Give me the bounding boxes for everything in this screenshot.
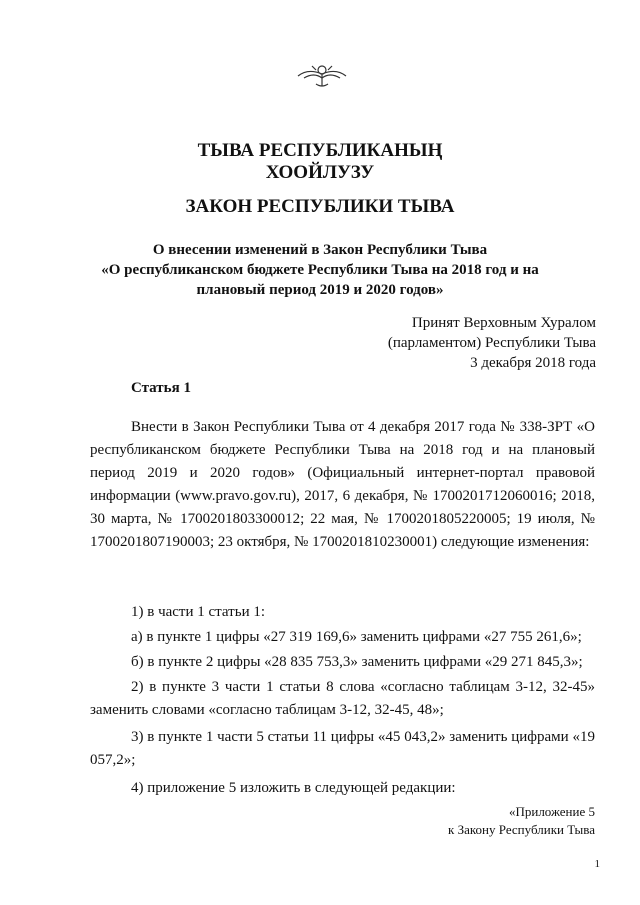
amendment-item-1: 1) в части 1 статьи 1:: [131, 604, 266, 620]
amendment-item-1b: б) в пункте 2 цифры «28 835 753,3» заменить цифрами «29 271 845,3»;: [131, 654, 583, 670]
adoption-date: 3 декабря 2018 года: [470, 355, 596, 371]
page-number: 1: [594, 858, 600, 870]
adoption-note: [388, 313, 596, 373]
amendment-item-3: 3) в пункте 1 части 5 статьи 11 цифры «45 043,2» заменить цифрами «19 057,2»;: [90, 729, 595, 768]
amendment-item-2: 2) в пункте 3 части 1 статьи 8 слова «согласно таблицам 3-12, 32-45» заменить словами «согласно таблицам 3-12, 32-45, 48»;: [90, 679, 595, 718]
law-subject: [0, 240, 640, 300]
intro-paragraph: Внести в Закон Республики Тыва от 4 декабря 2017 года № 338-ЗРТ «О республиканском бюджете Республики Тыва на 2018 год и на плановый период 2019 и 2020 годов» (Официальный интернет-портал правовой информации (www.pravo.gov.ru), 2017, 6 декабря, № 1700201712060016; 2018, 30 марта, № 1700201803300012; 22 мая, № 1700201805220005; 19 июля, № 1700201807190003; 23 октября, № 1700201810230001) следующие изменения:: [90, 419, 595, 550]
republic-title-tuvan: [0, 140, 640, 184]
amendment-item-4: 4) приложение 5 изложить в следующей редакции:: [131, 780, 456, 796]
annex-line-1: «Приложение 5: [508, 804, 595, 819]
amendment-item-1a: а) в пункте 1 цифры «27 319 169,6» заменить цифрами «27 755 261,6»;: [131, 629, 582, 645]
title-line-2: ХООЙЛУЗУ: [265, 162, 375, 183]
coat-of-arms-emblem: [294, 58, 350, 92]
subject-line-2: «О республиканском бюджете Республики Тыва на 2018 год и на: [101, 262, 539, 278]
law-title: ЗАКОН РЕСПУБЛИКИ ТЫВА: [185, 196, 455, 217]
adoption-line-2: (парламентом) Республики Тыва: [387, 335, 596, 351]
title-line-1: ТЫВА РЕСПУБЛИКАНЫҢ: [197, 140, 443, 161]
annex-heading: [448, 803, 595, 839]
adoption-line-1: Принят Верховным Хуралом: [411, 315, 596, 331]
subject-line-3: плановый период 2019 и 2020 годов»: [196, 282, 444, 298]
subject-line-1: О внесении изменений в Закон Республики Тыва: [152, 242, 488, 258]
annex-line-2: к Закону Республики Тыва: [448, 822, 595, 837]
article-heading: Статья 1: [131, 380, 191, 396]
